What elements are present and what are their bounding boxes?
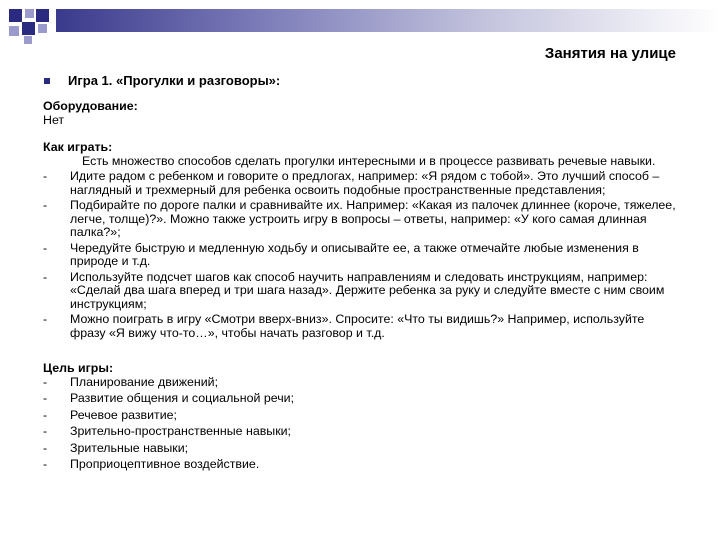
howto-heading: Как играть: — [43, 140, 113, 154]
dash-bullet: - — [43, 240, 48, 255]
equipment-value: Нет — [43, 112, 65, 127]
list-item — [43, 376, 683, 390]
list-item — [43, 458, 683, 472]
list-item — [43, 313, 683, 340]
dash-bullet: - — [43, 169, 48, 183]
header-gradient-bar — [56, 9, 720, 32]
list-item — [43, 392, 683, 406]
list-item — [43, 199, 683, 240]
dash-bullet: - — [43, 457, 48, 471]
decor-square — [24, 36, 32, 44]
list-item — [43, 409, 683, 423]
game-title — [44, 73, 280, 88]
dash-bullet: - — [43, 269, 48, 284]
list-item-text: Идите радом с ребенком и говорите о предлогах, например: «Я рядом с тобой». Это лучший способ – наглядный и трехмерный для ребенка освоить подобные пространственные представления; — [70, 169, 660, 197]
list-item — [43, 170, 683, 197]
goal-list — [43, 376, 683, 472]
list-item-text: Речевое развитие; — [70, 407, 177, 422]
game-title-text: Игра 1. «Прогулки и разговоры»: — [68, 73, 281, 88]
list-item-text: Зрительно-пространственные навыки; — [70, 424, 291, 438]
goal-heading: Цель игры: — [43, 361, 114, 375]
list-item-text: Используйте подсчет шагов как способ научить направлениям и следовать инструкциям, например: «Сделай два шага вперед и три шага назад». Держите ребенка за руку и следуйте вместе с ним своим инструкциям; — [70, 269, 665, 311]
slide-body — [43, 100, 683, 475]
decor-square — [9, 9, 22, 22]
howto-intro: Есть множество способов сделать прогулки интересными и в процессе развивать речевые навыки. — [82, 153, 656, 168]
list-item — [43, 442, 683, 456]
decor-square — [38, 24, 47, 33]
decor-square — [22, 22, 35, 35]
dash-bullet: - — [43, 407, 48, 422]
dash-bullet: - — [43, 198, 48, 212]
dash-bullet: - — [43, 312, 48, 326]
dash-bullet: - — [43, 391, 48, 405]
slide-title: Занятия на улице — [544, 45, 676, 62]
list-item — [43, 242, 683, 269]
list-item-text: Подбирайте по дороге палки и сравнивайте их. Например: «Какая из палочек длиннее (короче, тяжелее, легче, толще)?». Можно также устроить игру в вопросы – ответы, например: «У кого самая длинная палка?»; — [70, 198, 676, 239]
dash-bullet: - — [43, 440, 48, 455]
list-item-text: Чередуйте быструю и медленную ходьбу и описывайте ее, а также отмечайте любые изменения в природе и т.д. — [70, 240, 639, 268]
decor-square — [25, 9, 34, 18]
square-bullet-icon — [44, 78, 50, 84]
list-item-text: Зрительные навыки; — [70, 440, 189, 455]
list-item — [43, 425, 683, 439]
list-item-text: Развитие общения и социальной речи; — [70, 391, 295, 405]
dash-bullet: - — [43, 374, 48, 389]
list-item-text: Можно поиграть в игру «Смотри вверх-вниз». Спросите: «Что ты видишь?» Например, используйте фразу «Я вижу что-то…», чтобы начать разговор и т.д. — [70, 312, 645, 340]
list-item-text: Проприоцептивное воздействие. — [70, 457, 260, 471]
equipment-heading: Оборудование: — [43, 99, 138, 113]
decor-square — [9, 26, 19, 36]
list-item — [43, 271, 683, 312]
decorative-header — [0, 0, 720, 50]
list-item-text: Планирование движений; — [70, 374, 219, 389]
decor-square — [36, 9, 49, 22]
dash-bullet: - — [43, 424, 48, 438]
